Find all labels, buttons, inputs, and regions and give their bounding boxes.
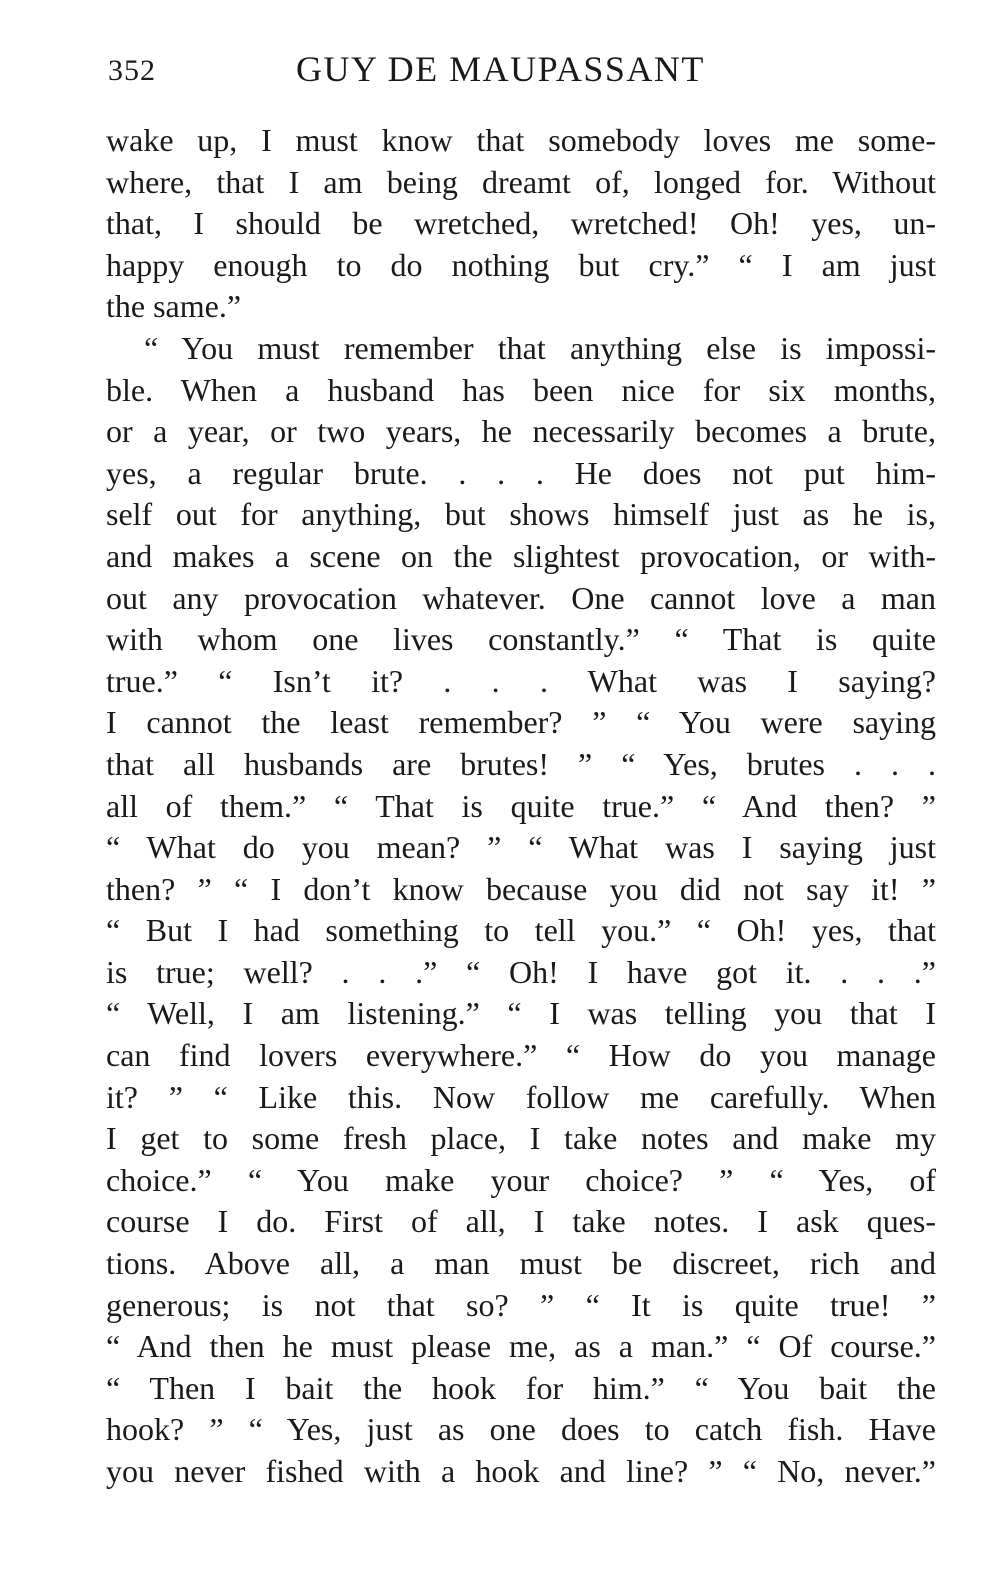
text-line: “ But I had something to tell you.” “ Oh! yes, that <box>106 912 936 949</box>
text-line: yes, a regular brute. . . . He does not put him- <box>106 454 936 491</box>
text-line: “ What do you mean? ” “ What was I saying just <box>106 829 936 866</box>
text-line: “ And then he must please me, as a man.” “ Of course.” <box>106 1328 936 1365</box>
text-line: “ You must remember that anything else is impossi- <box>144 329 936 366</box>
text-line: course I do. First of all, I take notes. I ask ques- <box>106 1203 936 1240</box>
text-line: happy enough to do nothing but cry.” “ I am just <box>106 246 936 283</box>
text-line: “ Then I bait the hook for him.” “ You bait the <box>106 1369 936 1406</box>
body-text <box>106 120 936 1493</box>
text-line: I cannot the least remember? ” “ You were saying <box>106 704 936 741</box>
text-line: out any provocation whatever. One cannot love a man <box>106 579 936 616</box>
text-line: choice.” “ You make your choice? ” “ Yes, of <box>106 1161 936 1198</box>
text-line: and makes a scene on the slightest provocation, or with- <box>106 537 936 574</box>
text-line: or a year, or two years, he necessarily becomes a brute, <box>106 413 936 450</box>
text-line: then? ” “ I don’t know because you did not say it! ” <box>106 870 936 907</box>
page-header <box>108 48 938 98</box>
text-line: tions. Above all, a man must be discreet, rich and <box>106 1245 936 1282</box>
text-line: generous; is not that so? ” “ It is quite true! ” <box>106 1286 936 1323</box>
text-line: wake up, I must know that somebody loves me some- <box>106 122 936 158</box>
text-line: hook? ” “ Yes, just as one does to catch fish. Have <box>106 1411 936 1448</box>
text-line: self out for anything, but shows himself just as he is, <box>106 496 936 533</box>
text-line: “ Well, I am listening.” “ I was telling you that I <box>106 995 936 1032</box>
text-line: that, I should be wretched, wretched! Oh! yes, un- <box>106 205 936 242</box>
page-number: 352 <box>108 54 156 87</box>
text-line: can find lovers everywhere.” “ How do you manage <box>106 1037 936 1074</box>
text-line: true.” “ Isn’t it? . . . What was I saying? <box>106 662 936 699</box>
text-line: ble. When a husband has been nice for six months, <box>106 371 936 408</box>
text-line: where, that I am being dreamt of, longed for. Without <box>106 163 936 200</box>
running-title: GUY DE MAUPASSANT <box>296 49 705 89</box>
text-line: that all husbands are brutes! ” “ Yes, brutes . . . <box>106 745 936 782</box>
text-line: is true; well? . . .” “ Oh! I have got it. . . .” <box>106 953 936 990</box>
text-line: you never fished with a hook and line? ” “ No, never.” <box>106 1453 936 1489</box>
text-line: the same.” <box>106 288 242 325</box>
text-line: all of them.” “ That is quite true.” “ And then? ” <box>106 787 936 824</box>
text-line: with whom one lives constantly.” “ That is quite <box>106 621 936 658</box>
text-line: I get to some fresh place, I take notes and make my <box>106 1120 936 1157</box>
text-line: it? ” “ Like this. Now follow me carefully. When <box>106 1078 936 1115</box>
